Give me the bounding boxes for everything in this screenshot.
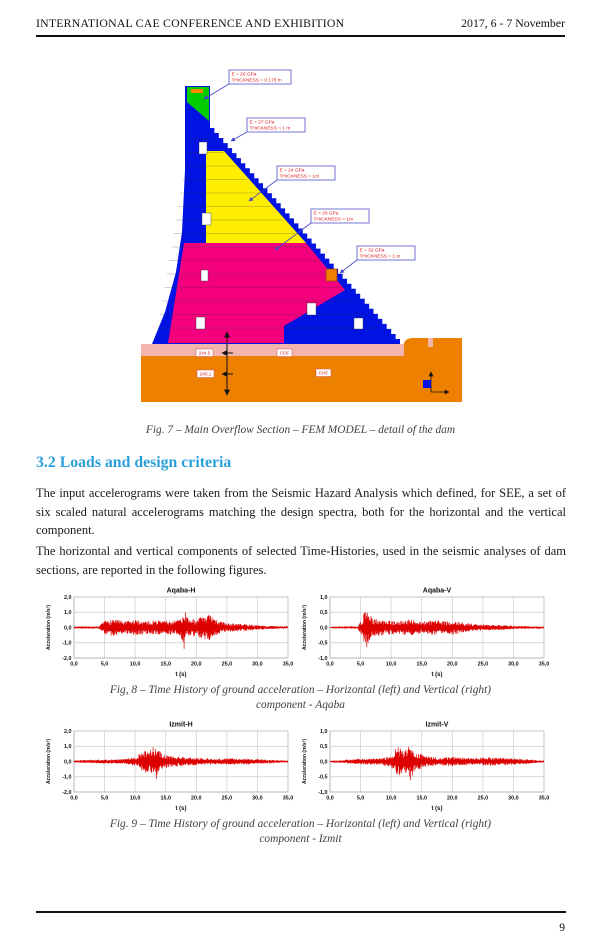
y-tick-label: -1,0: [62, 640, 72, 647]
y-tick-label: 0,0: [320, 759, 328, 766]
material-label-line: E = 20 GPa: [231, 72, 257, 78]
material-label-line: E = 32 GPa: [359, 248, 385, 254]
material-label-line: E = 29 GPa: [313, 211, 339, 217]
x-tick-label: 10,0: [129, 795, 141, 802]
x-axis-label: t (s): [431, 672, 443, 678]
y-tick-label: 0,5: [320, 744, 328, 751]
x-tick-label: 0,0: [326, 795, 334, 802]
x-tick-label: 20,0: [447, 661, 458, 668]
y-axis-label: Acceleration (m/s²): [302, 738, 308, 785]
paragraph-1: The input accelerograms were taken from the Seismic Hazard Analysis which defined, for SEE, a set of six scaled natural accelerograms matching the design spectra, both for the horizontal and the vertical component.: [36, 486, 566, 538]
x-tick-label: 25,0: [221, 795, 233, 802]
x-axis-label: t (s): [431, 806, 443, 812]
figure7-caption: Fig. 7 – Main Overflow Section – FEM MODEL – detail of the dam: [145, 424, 456, 436]
y-tick-label: -0,5: [318, 640, 328, 647]
footer-rule: [36, 911, 566, 913]
x-tick-label: 0,0: [70, 661, 78, 668]
y-tick-label: -0,5: [318, 774, 328, 781]
x-tick-label: 10,0: [129, 661, 141, 668]
gallery-opening: [307, 303, 316, 315]
figure8-caption: [0, 683, 601, 713]
x-tick-label: 20,0: [191, 795, 202, 802]
gallery-opening: [201, 270, 208, 281]
elevation-tag: COF: [279, 350, 290, 356]
material-label-line: THICKNESS = 0.175 m: [231, 78, 282, 84]
rock-shelf-notch: [428, 338, 433, 347]
section-heading: 3.2 Loads and design criteria: [36, 454, 232, 471]
gallery-opening: [199, 142, 207, 154]
leader-arrow: [231, 132, 247, 141]
gallery-opening: [196, 317, 205, 329]
chart-title: Aqaba-V: [422, 587, 452, 595]
gallery-opening: [202, 213, 211, 225]
waveform: [74, 747, 288, 779]
chart-title: Izmit-H: [169, 721, 193, 729]
material-label-line: E = 24 GPa: [279, 168, 305, 174]
x-tick-label: 25,0: [477, 661, 489, 668]
x-tick-label: 15,0: [160, 795, 171, 802]
x-tick-label: 5,0: [100, 795, 109, 802]
material-label-line: E = 27 GPa: [249, 120, 275, 126]
x-tick-label: 25,0: [221, 661, 233, 668]
y-tick-label: 1,0: [64, 744, 72, 751]
x-tick-label: 35,0: [538, 795, 550, 802]
header-conference-title: INTERNATIONAL CAE CONFERENCE AND EXHIBITION: [36, 16, 345, 30]
y-tick-label: 1,0: [320, 728, 328, 735]
x-tick-label: 0,0: [70, 795, 78, 802]
figure9-caption: [0, 817, 601, 847]
y-tick-label: -2,0: [62, 655, 72, 662]
chart-izmit-h: [44, 719, 294, 812]
material-label-line: THICKNESS = 1 m: [249, 126, 291, 132]
figure8-caption-line1: Fig, 8 – Time History of ground acceleration – Horizontal (left) and Vertical (right): [109, 684, 492, 696]
page-header: [36, 16, 565, 37]
chart-svg: [44, 585, 294, 678]
chart-svg: [300, 719, 550, 812]
y-tick-label: -1,0: [62, 774, 72, 781]
dam-upper-zone: [206, 151, 306, 243]
y-axis-label: Acceleration (m/s²): [46, 604, 52, 651]
elevation-tag: 244.5: [198, 350, 211, 356]
y-tick-label: -1,0: [318, 655, 328, 662]
foundation-rock: [141, 356, 462, 402]
x-tick-label: 30,0: [508, 661, 519, 668]
chart-aqaba-v: [300, 585, 550, 678]
x-tick-label: 10,0: [385, 795, 397, 802]
x-tick-label: 5,0: [100, 661, 109, 668]
fem-dam-svg: [138, 66, 470, 406]
x-tick-label: 0,0: [326, 661, 334, 668]
y-tick-label: 1,0: [320, 594, 328, 601]
x-tick-label: 30,0: [252, 661, 263, 668]
x-tick-label: 35,0: [282, 661, 294, 668]
x-tick-label: 20,0: [447, 795, 458, 802]
chart-aqaba-h: [44, 585, 294, 678]
waveform: [330, 612, 544, 648]
x-tick-label: 30,0: [508, 795, 519, 802]
y-tick-label: 2,0: [64, 728, 72, 735]
x-tick-label: 25,0: [477, 795, 489, 802]
fem-dam-figure: [138, 66, 470, 406]
figure8-caption-line2: component - Aqaba: [255, 699, 345, 711]
x-axis-label: t (s): [175, 672, 187, 678]
chart-title: Izmit-V: [425, 721, 449, 729]
x-tick-label: 30,0: [252, 795, 263, 802]
x-tick-label: 5,0: [356, 795, 365, 802]
material-label-line: THICKNESS = 1m: [279, 174, 320, 180]
page-number: 9: [559, 921, 565, 934]
paragraph-2: The horizontal and vertical components of selected Time-Histories, used in the seismic analyses of dam sections, are reported in the following figures.: [36, 544, 566, 577]
gallery-opening: [354, 318, 363, 329]
figure9-caption-line1: Fig. 9 – Time History of ground acceleration – Horizontal (left) and Vertical (right): [109, 818, 492, 830]
y-tick-label: -1,0: [318, 789, 328, 796]
y-tick-label: 1,0: [64, 610, 72, 617]
y-tick-label: -2,0: [62, 789, 72, 796]
y-tick-label: 0,5: [320, 610, 328, 617]
y-tick-label: 0,0: [320, 625, 328, 632]
elevation-tag: 240.1: [199, 371, 212, 377]
x-tick-label: 35,0: [282, 795, 294, 802]
y-tick-label: 2,0: [64, 594, 72, 601]
chart-title: Aqaba-H: [166, 587, 196, 595]
dam-crest-strip: [191, 89, 203, 93]
chart-izmit-v: [300, 719, 550, 812]
x-tick-label: 20,0: [191, 661, 202, 668]
y-axis-label: Acceleration (m/s²): [46, 738, 52, 785]
waveform: [330, 747, 544, 781]
x-tick-label: 5,0: [356, 661, 365, 668]
chart-svg: [300, 585, 550, 678]
y-tick-label: 0,0: [64, 625, 72, 632]
downstream-face-element: [326, 269, 337, 281]
x-tick-label: 15,0: [160, 661, 171, 668]
leader-arrow: [340, 260, 357, 273]
y-axis-label: Acceleration (m/s²): [302, 604, 308, 651]
x-axis-label: t (s): [175, 806, 187, 812]
y-tick-label: 0,0: [64, 759, 72, 766]
x-tick-label: 10,0: [385, 661, 397, 668]
x-tick-label: 15,0: [416, 661, 427, 668]
x-tick-label: 35,0: [538, 661, 550, 668]
x-tick-label: 15,0: [416, 795, 427, 802]
chart-svg: [44, 719, 294, 812]
material-label-line: THICKNESS = 1 m: [359, 254, 401, 260]
elevation-tag: CHF: [318, 370, 329, 376]
figure9-caption-line2: component - Izmit: [259, 833, 342, 845]
header-date: 2017, 6 - 7 November: [461, 16, 565, 30]
waveform: [74, 612, 288, 649]
material-label-line: THICKNESS = 1m: [313, 217, 354, 223]
